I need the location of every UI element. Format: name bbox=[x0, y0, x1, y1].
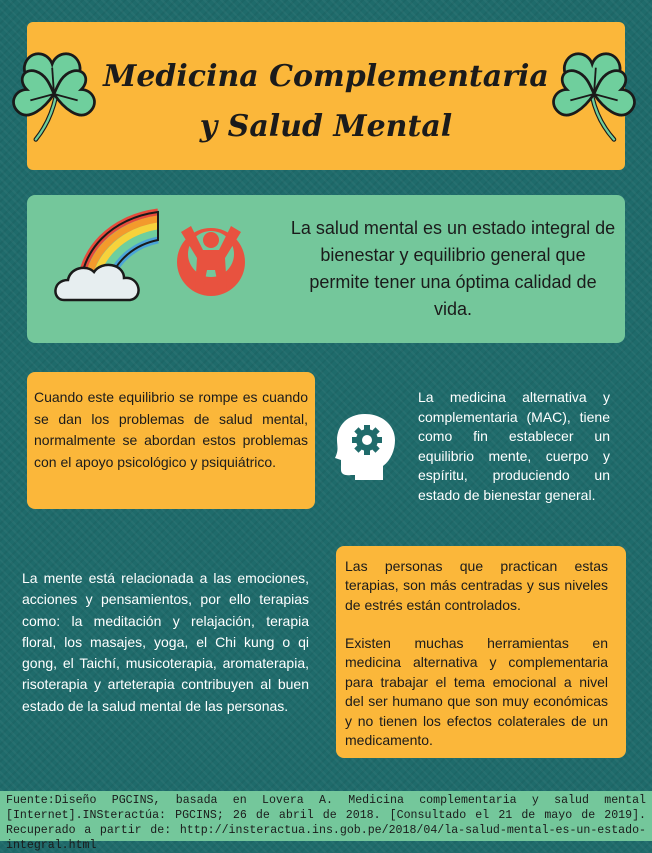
page-title bbox=[100, 52, 552, 152]
clover-icon bbox=[8, 44, 100, 144]
equilibrio-text: Cuando este equilibrio se rompe es cuando se dan los problemas de salud mental, normalmente se abordan estos problemas con el apoyo psicológico y psiquiátrico. bbox=[34, 389, 308, 470]
child-arms-raised-icon bbox=[175, 218, 247, 306]
intro-text: La salud mental es un estado integral de bienestar y equilibrio general que permite tener una óptima calidad de vida. bbox=[290, 218, 616, 319]
title-line-2: y Salud Mental bbox=[199, 109, 453, 144]
clover-icon bbox=[548, 44, 640, 144]
source-text: Fuente:Diseño PGCINS, basada en Lovera A. Medicina complementaria y salud mental [Internet].INSteractúa: PGCINS; 26 de abril de 2018. [Consultado el 21 de mayo de 2019]. Recuperado a partir de: http://insteractua.ins.gob.pe/2018/04/la-salud-mental-es-un-estado-integral.html bbox=[6, 794, 646, 852]
title-line-1: Medicina Complementaria bbox=[103, 59, 549, 94]
mente-text: La mente está relacionada a las emociones, acciones y pensamientos, por ello terapias como: la meditación y relajación, terapia floral, los masajes, yoga, el Chi kung o qi gong, el Taichí, musicoterapia, aromaterapia, risoterapia y arteterapia contribuyen al buen estado de la salud mental de las personas. bbox=[22, 570, 309, 714]
mac-text: La medicina alternativa y complementaria (MAC), tiene como fin establecer un equilibrio mente, cuerpo y espíritu, produciendo un estado de bienestar general. bbox=[418, 389, 610, 503]
rainbow-cloud-icon bbox=[50, 200, 170, 312]
personas-paragraph-1: Las personas que practican estas terapias, son más centradas y sus niveles de estrés están controlados. bbox=[345, 558, 608, 613]
personas-paragraph-2: Existen muchas herramientas en medicina alternativa y complementaria para trabajar el tema emocional a nivel del ser humano que son muy económicas y no tienen los efectos colaterales de un medicamento. bbox=[345, 635, 608, 749]
head-gear-icon bbox=[333, 412, 397, 480]
